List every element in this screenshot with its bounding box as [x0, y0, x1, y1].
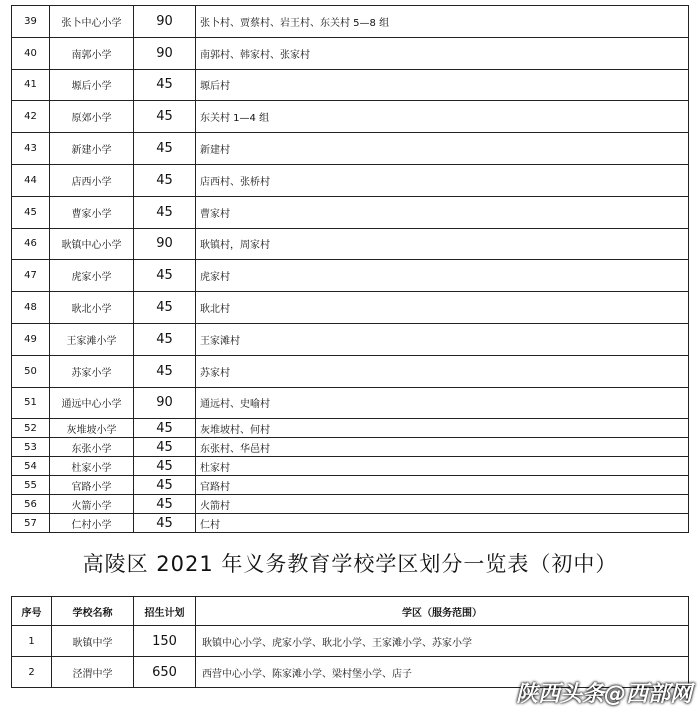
cell-no: 52 — [12, 419, 50, 438]
cell-no: 46 — [12, 228, 50, 260]
cell-school: 新建小学 — [50, 133, 134, 165]
cell-area: 耿镇中心小学、虎家小学、耿北小学、王家滩小学、苏家小学 — [196, 626, 689, 657]
header-no: 序号 — [12, 597, 52, 626]
header-school: 学校名称 — [52, 597, 134, 626]
cell-area: 张卜村、贾蔡村、岩王村、东关村 5—8 组 — [196, 6, 689, 38]
cell-no: 47 — [12, 260, 50, 292]
cell-quota: 650 — [134, 657, 196, 688]
cell-no: 44 — [12, 164, 50, 196]
cell-no: 39 — [12, 6, 50, 38]
cell-no: 2 — [12, 657, 52, 688]
cell-no: 42 — [12, 101, 50, 133]
table-row — [12, 101, 689, 133]
cell-quota: 45 — [134, 495, 196, 514]
cell-area: 火箭村 — [196, 495, 689, 514]
cell-quota: 45 — [134, 355, 196, 387]
table-row — [12, 69, 689, 101]
cell-school: 泾渭中学 — [52, 657, 134, 688]
cell-quota: 45 — [134, 133, 196, 165]
table-row — [12, 260, 689, 292]
cell-no: 55 — [12, 476, 50, 495]
cell-school: 店西小学 — [50, 164, 134, 196]
table-row — [12, 387, 689, 419]
middle-school-district-table — [11, 596, 689, 688]
cell-area: 仁村 — [196, 514, 689, 533]
cell-no: 54 — [12, 457, 50, 476]
cell-no: 41 — [12, 69, 50, 101]
cell-quota: 90 — [134, 6, 196, 38]
table-row — [12, 228, 689, 260]
cell-quota: 45 — [134, 514, 196, 533]
cell-area: 曹家村 — [196, 196, 689, 228]
table-row — [12, 37, 689, 69]
table-row — [12, 495, 689, 514]
cell-quota: 45 — [134, 101, 196, 133]
cell-school: 通远中心小学 — [50, 387, 134, 419]
cell-area: 苏家村 — [196, 355, 689, 387]
cell-school: 曹家小学 — [50, 196, 134, 228]
cell-quota: 150 — [134, 626, 196, 657]
table-row — [12, 164, 689, 196]
cell-quota: 45 — [134, 292, 196, 324]
table-header-row — [12, 597, 689, 626]
header-area: 学区（服务范围） — [196, 597, 689, 626]
cell-quota: 45 — [134, 419, 196, 438]
cell-quota: 45 — [134, 196, 196, 228]
cell-no: 49 — [12, 323, 50, 355]
cell-no: 40 — [12, 37, 50, 69]
cell-school: 耿北小学 — [50, 292, 134, 324]
page-title: 高陵区 2021 年义务教育学校学区划分一览表（初中） — [82, 552, 618, 576]
cell-area: 虎家村 — [196, 260, 689, 292]
cell-area: 南郭村、韩家村、张家村 — [196, 37, 689, 69]
cell-school: 张卜中心小学 — [50, 6, 134, 38]
cell-area: 东关村 1—4 组 — [196, 101, 689, 133]
cell-school: 火箭小学 — [50, 495, 134, 514]
cell-area: 耿北村 — [196, 292, 689, 324]
cell-school: 东张小学 — [50, 438, 134, 457]
cell-school: 虎家小学 — [50, 260, 134, 292]
cell-area: 店西村、张桥村 — [196, 164, 689, 196]
cell-quota: 45 — [134, 69, 196, 101]
cell-quota: 45 — [134, 457, 196, 476]
cell-area: 官路村 — [196, 476, 689, 495]
cell-area: 新建村 — [196, 133, 689, 165]
cell-area: 东张村、华邑村 — [196, 438, 689, 457]
table-row — [12, 196, 689, 228]
table-row — [12, 292, 689, 324]
cell-no: 43 — [12, 133, 50, 165]
cell-school: 灰堆坡小学 — [50, 419, 134, 438]
cell-no: 53 — [12, 438, 50, 457]
cell-area: 西营中心小学、陈家滩小学、梁村堡小学、店子 — [196, 657, 689, 688]
cell-quota: 45 — [134, 476, 196, 495]
table-row — [12, 133, 689, 165]
cell-area: 耿镇村，周家村 — [196, 228, 689, 260]
table-row — [12, 476, 689, 495]
cell-area: 灰堆坡村、何村 — [196, 419, 689, 438]
cell-quota: 45 — [134, 260, 196, 292]
cell-quota: 45 — [134, 438, 196, 457]
cell-quota: 45 — [134, 164, 196, 196]
cell-quota: 90 — [134, 37, 196, 69]
table-row — [12, 626, 689, 657]
header-quota: 招生计划 — [134, 597, 196, 626]
table-row — [12, 6, 689, 38]
cell-area: 王家滩村 — [196, 323, 689, 355]
table-row — [12, 457, 689, 476]
cell-school: 苏家小学 — [50, 355, 134, 387]
cell-school: 杜家小学 — [50, 457, 134, 476]
cell-no: 56 — [12, 495, 50, 514]
table-row — [12, 323, 689, 355]
cell-school: 耿镇中心小学 — [50, 228, 134, 260]
cell-no: 1 — [12, 626, 52, 657]
cell-school: 王家滩小学 — [50, 323, 134, 355]
cell-area: 塬后村 — [196, 69, 689, 101]
watermark: 陕西头条@西部网 — [515, 682, 692, 707]
cell-no: 48 — [12, 292, 50, 324]
cell-area: 杜家村 — [196, 457, 689, 476]
table-row — [12, 419, 689, 438]
cell-no: 57 — [12, 514, 50, 533]
cell-area: 通远村、史喻村 — [196, 387, 689, 419]
table-row — [12, 438, 689, 457]
table-row — [12, 514, 689, 533]
cell-no: 50 — [12, 355, 50, 387]
cell-no: 45 — [12, 196, 50, 228]
cell-no: 51 — [12, 387, 50, 419]
cell-quota: 45 — [134, 323, 196, 355]
cell-quota: 90 — [134, 228, 196, 260]
cell-school: 南郭小学 — [50, 37, 134, 69]
cell-school: 原郊小学 — [50, 101, 134, 133]
cell-school: 官路小学 — [50, 476, 134, 495]
cell-school: 耿镇中学 — [52, 626, 134, 657]
cell-school: 仁村小学 — [50, 514, 134, 533]
cell-school: 塬后小学 — [50, 69, 134, 101]
primary-school-district-table — [11, 5, 689, 533]
table-row — [12, 355, 689, 387]
cell-quota: 90 — [134, 387, 196, 419]
